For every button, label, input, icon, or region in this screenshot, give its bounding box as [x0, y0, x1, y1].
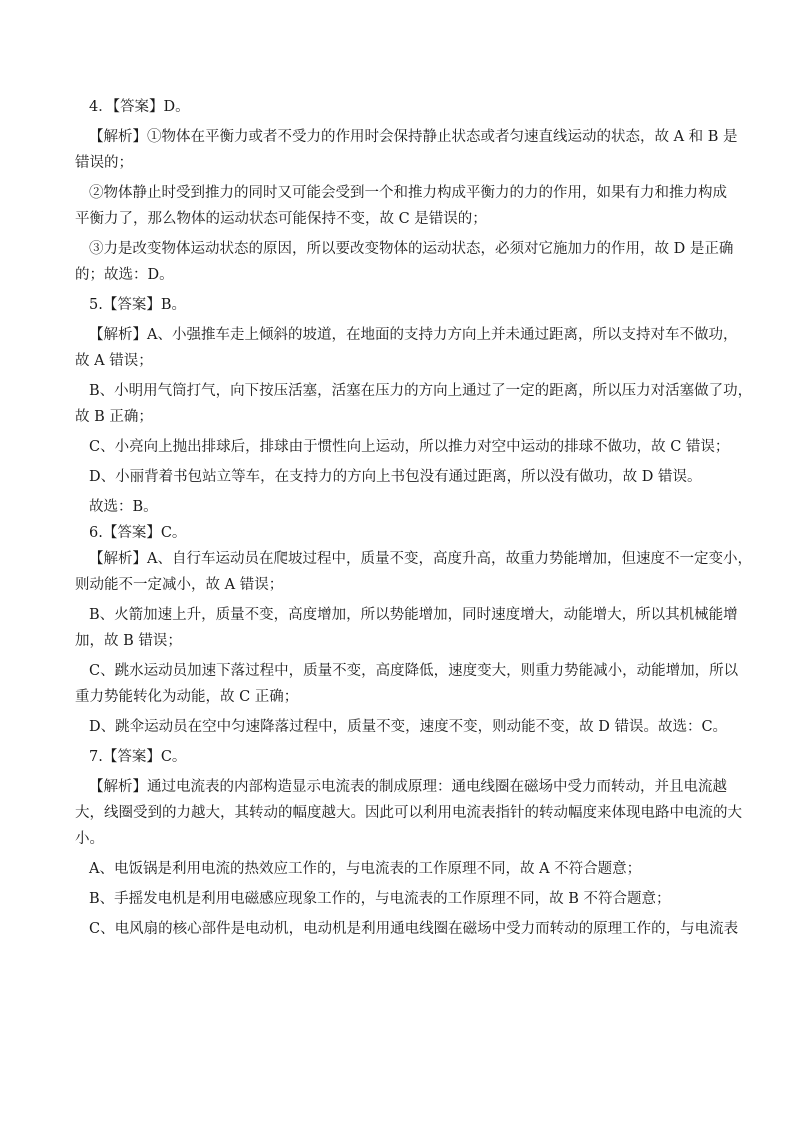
explanation-4-line-1: 【解析】①物体在平衡力或者不受力的作用时会保持静止状态或者匀速直线运动的状态，故 A 和 B 是 — [89, 129, 738, 145]
answer-heading-4: 4．【答案】D。 — [89, 99, 190, 115]
explanation-5-line-2: 故 A 错误； — [75, 353, 153, 369]
explanation-7-line-6: C、电风扇的核心部件是电动机，电动机是利用通电线圈在磁场中受力而转动的原理工作的，与电流表 — [89, 921, 739, 937]
answer-heading-6: 6.【答案】C。 — [89, 525, 187, 541]
explanation-6-line-2: 则动能不一定减小，故 A 错误； — [75, 577, 284, 593]
explanation-7-line-4: A、电饭锅是利用电流的热效应工作的，与电流表的工作原理不同，故 A 不符合题意； — [89, 861, 642, 877]
explanation-7-line-2: 大，线圈受到的力越大，其转动的幅度越大。因此可以利用电流表指针的转动幅度来体现电路中电流的大 — [75, 805, 742, 821]
explanation-6-line-5: C、跳水运动员加速下落过程中，质量不变，高度降低，速度变大，则重力势能减小，动能增加，所以 — [89, 663, 739, 679]
explanation-5-line-7: 故选：B。 — [89, 499, 158, 515]
explanation-6-line-7: D、跳伞运动员在空中匀速降落过程中，质量不变，速度不变，则动能不变，故 D 错误。故选：C。 — [89, 719, 728, 735]
explanation-6-line-1: 【解析】A、自行车运动员在爬坡过程中，质量不变，高度升高，故重力势能增加，但速度不一定变小， — [89, 551, 752, 567]
explanation-4-line-3: ②物体静止时受到推力的同时又可能会受到一个和推力构成平衡力的力的作用，如果有力和推力构成 — [89, 185, 727, 201]
explanation-4-line-2: 错误的； — [75, 155, 133, 171]
explanation-6-line-3: B、火箭加速上升，质量不变，高度增加，所以势能增加，同时速度增大，动能增大，所以其机械能增 — [89, 607, 738, 623]
explanation-5-line-1: 【解析】A、小强推车走上倾斜的坡道，在地面的支持力方向上并未通过距离，所以支持对车不做功， — [89, 327, 738, 343]
explanation-7-line-5: B、手摇发电机是利用电磁感应现象工作的，与电流表的工作原理不同，故 B 不符合题意； — [89, 891, 671, 907]
explanation-5-line-5: C、小亮向上抛出排球后，排球由于惯性向上运动，所以推力对空中运动的排球不做功，故 C 错误； — [89, 439, 730, 455]
explanation-7-line-1: 【解析】通过电流表的内部构造显示电流表的制成原理：通电线圈在磁场中受力而转动，并且电流越 — [89, 779, 727, 795]
explanation-6-line-6: 重力势能转化为动能，故 C 正确； — [75, 689, 299, 705]
explanation-4-line-5: ③力是改变物体运动状态的原因，所以要改变物体的运动状态，必须对它施加力的作用，故 D 是正确 — [89, 241, 734, 257]
explanation-6-line-4: 加，故 B 错误； — [75, 633, 182, 649]
explanation-5-line-3: B、小明用气筒打气，向下按压活塞，活塞在压力的方向上通过了一定的距离，所以压力对活塞做了功， — [89, 383, 753, 399]
explanation-5-line-6: D、小丽背着书包站立等车，在支持力的方向上书包没有通过距离，所以没有做功，故 D 错误。 — [89, 469, 702, 485]
explanation-5-line-4: 故 B 正确； — [75, 409, 153, 425]
answer-heading-7: 7.【答案】C。 — [89, 749, 187, 765]
explanation-7-line-3: 小。 — [75, 831, 104, 847]
answer-heading-5: 5.【答案】B。 — [89, 297, 186, 313]
explanation-4-line-4: 平衡力了，那么物体的运动状态可能保持不变，故 C 是错误的； — [75, 211, 487, 227]
explanation-4-line-6: 的；故选：D。 — [75, 267, 174, 283]
